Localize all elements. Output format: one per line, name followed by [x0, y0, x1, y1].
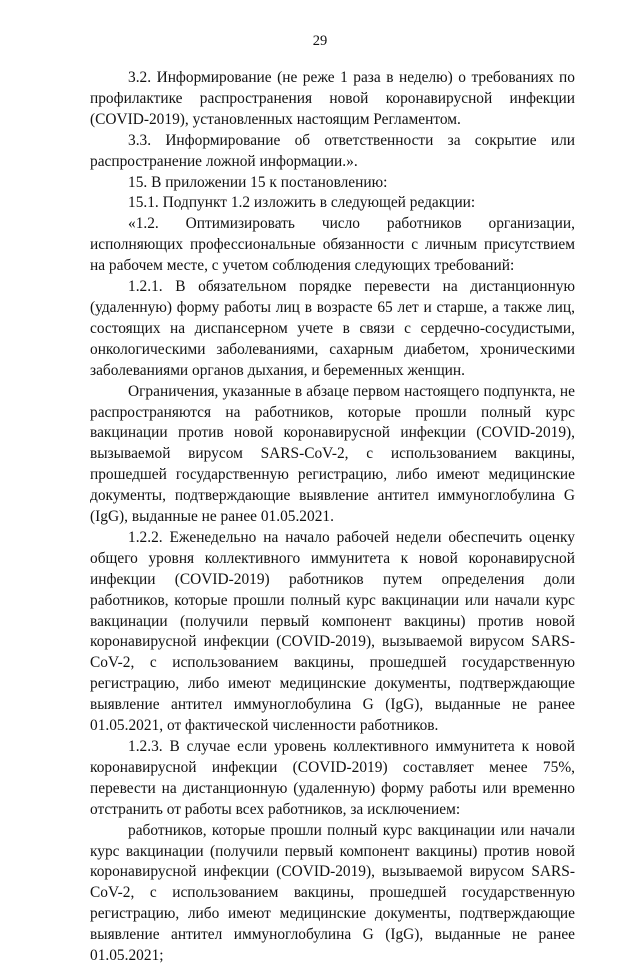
paragraph-1-2-2: 1.2.2. Еженедельно на начало рабочей недели обеспечить оценку общего уровня коллективного иммунитета к новой коронавирусной инфекции (COVID-2019) работников путем определения доли работников, которые прошли полный курс вакцинации или начали курс вакцинации (получили первый компонент вакцины) против новой коронавирусной инфекции (COVID-2019), вызываемой вирусом SARS-CoV-2, с использованием вакцины, прошедшей государственную регистрацию, либо имеют медицинские документы, подтверждающие выявление антител иммуноглобулина G (IgG), выданные не ранее 01.05.2021, от фактической численности работников. [90, 528, 575, 735]
paragraph-15: 15. В приложении 15 к постановлению: [128, 173, 388, 191]
page-number: 29 [312, 33, 328, 49]
paragraph-1-2-1: 1.2.1. В обязательном порядке перевести на дистанционную (удаленную) форму работы лиц в возрасте 65 лет и старше, а также лиц, состоящих на диспансерном учете в связи с сердечно-сосудистыми, онкологическими заболеваниями, сахарным диабетом, хроническими заболеваниями органов дыхания, и беременных женщин. [90, 278, 575, 379]
paragraph-3-2: 3.2. Информирование (не реже 1 раза в неделю) о требованиях по профилактике распространения новой коронавирусной инфекции (COVID-2019), установленных настоящим Регламентом. [90, 69, 575, 128]
paragraph-1-2-3: 1.2.3. В случае если уровень коллективного иммунитета к новой коронавирусной инфекции (COVID-2019) составляет менее 75%, перевести на дистанционную (удаленную) форму работы или временно отстранить от работы всех работников, за исключением: [90, 738, 575, 818]
paragraph-restrictions: Ограничения, указанные в абзаце первом настоящего подпункта, не распространяются на работников, которые прошли полный курс вакцинации против новой коронавирусной инфекции (COVID-2019), вызываемой вирусом SARS-CoV-2, с использованием вакцины, прошедшей государственную регистрацию, либо имеют медицинские документы, подтверждающие выявление антител иммуноглобулина G (IgG), выданные не ранее 01.05.2021. [90, 382, 575, 526]
paragraph-3-3: 3.3. Информирование об ответственности за сокрытие или распространение ложной информации.». [90, 131, 575, 170]
paragraph-1-2: «1.2. Оптимизировать число работников организации, исполняющих профессиональные обязанности с личным присутствием на рабочем месте, с учетом соблюдения следующих требований: [90, 215, 575, 275]
paragraph-15-1: 15.1. Подпункт 1.2 изложить в следующей редакции: [128, 194, 476, 212]
paragraph-exception-workers: работников, которые прошли полный курс вакцинации или начали курс вакцинации (получили первый компонент вакцины) против новой коронавирусной инфекции (COVID-2019), вызываемой вирусом SARS-CoV-2, с использованием вакцины, прошедшей государственную регистрацию, либо имеют медицинские документы, подтверждающие выявление антител иммуноглобулина G (IgG), выданные не ранее 01.05.2021; [90, 821, 575, 965]
document-body [90, 68, 575, 967]
